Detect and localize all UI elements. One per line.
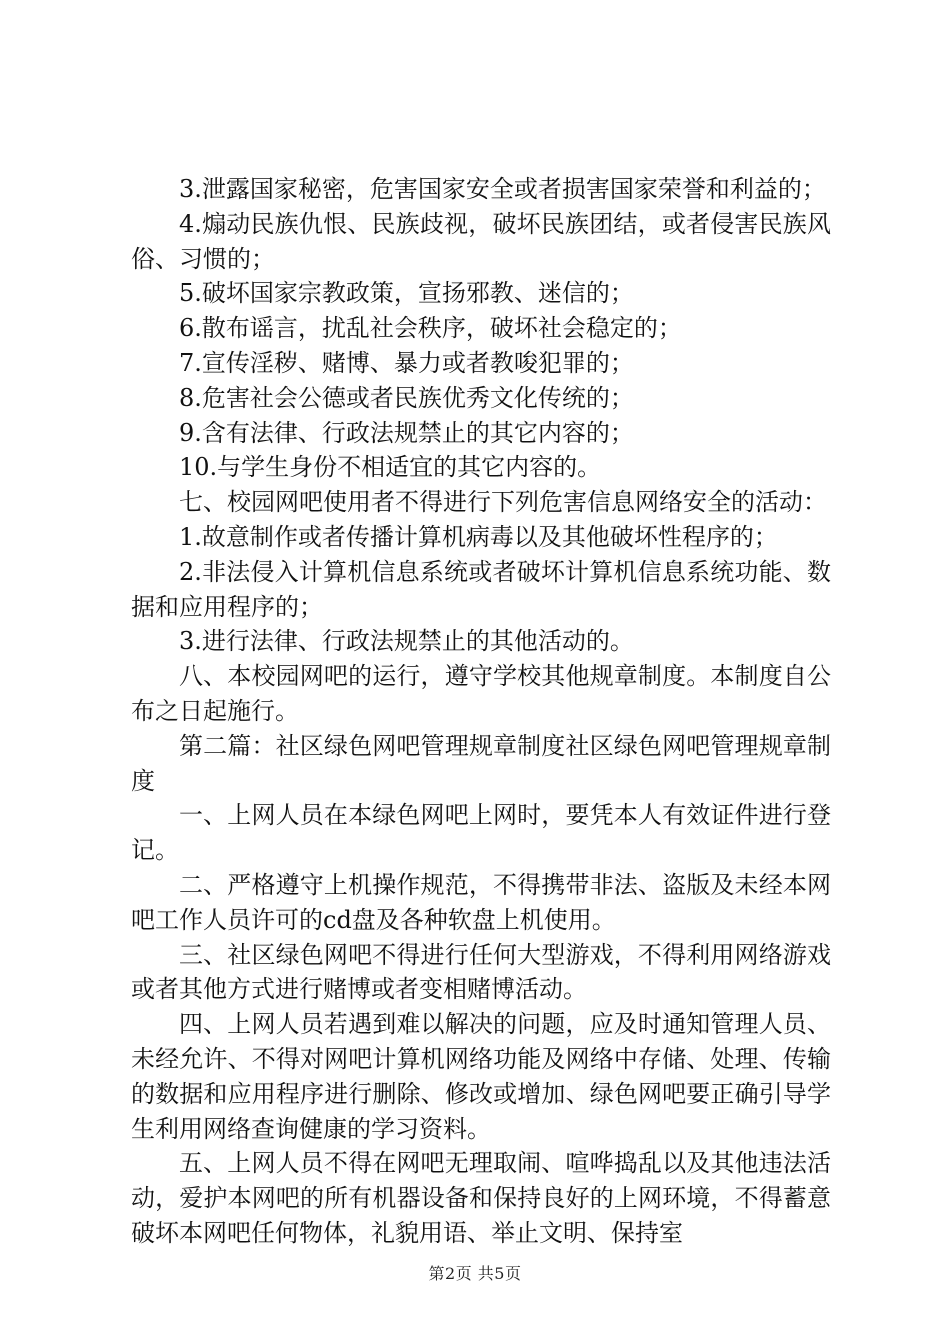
paragraph: 一、上网人员在本绿色网吧上网时，要凭本人有效证件进行登记。 (131, 801, 831, 865)
paragraph: 4.煽动民族仇恨、民族歧视，破坏民族团结，或者侵害民族风俗、习惯的； (131, 209, 831, 273)
paragraph: 7.宣传淫秽、赌博、暴力或者教唆犯罪的； (179, 348, 634, 377)
paragraph: 9.含有法律、行政法规禁止的其它内容的； (179, 418, 634, 447)
paragraph: 第二篇：社区绿色网吧管理规章制度社区绿色网吧管理规章制度 (131, 731, 831, 795)
paragraph: 七、校园网吧使用者不得进行下列危害信息网络安全的活动： (179, 488, 827, 517)
document-body (131, 172, 831, 1251)
paragraph: 8.危害社会公德或者民族优秀文化传统的； (179, 383, 634, 412)
page-number-footer: 第2页 共5页 (428, 1264, 522, 1283)
paragraph: 3.泄露国家秘密，危害国家安全或者损害国家荣誉和利益的； (179, 175, 826, 203)
paragraph: 3.进行法律、行政法规禁止的其他活动的。 (179, 627, 634, 656)
paragraph: 5.破坏国家宗教政策，宣扬邪教、迷信的； (179, 279, 634, 308)
paragraph: 八、本校园网吧的运行，遵守学校其他规章制度。本制度自公布之日起施行。 (131, 662, 831, 725)
paragraph: 四、上网人员若遇到难以解决的问题，应及时通知管理人员、未经允许、不得对网吧计算机网络功能及网络中存储、处理、传输的数据和应用程序进行删除、修改或增加、绿色网吧要正确引导学生利用网络查询健康的学习资料。 (131, 1010, 831, 1143)
paragraph: 6.散布谣言，扰乱社会秩序，破坏社会稳定的； (179, 314, 682, 343)
paragraph: 三、社区绿色网吧不得进行任何大型游戏，不得利用网络游戏或者其他方式进行赌博或者变相赌博活动。 (131, 940, 831, 1004)
paragraph: 2.非法侵入计算机信息系统或者破坏计算机信息系统功能、数据和应用程序的； (131, 557, 831, 621)
paragraph: 1.故意制作或者传播计算机病毒以及其他破坏性程序的； (179, 522, 778, 551)
paragraph: 二、严格遵守上机操作规范，不得携带非法、盗版及未经本网吧工作人员许可的cd盘及各种软盘上机使用。 (131, 870, 831, 934)
paragraph: 五、上网人员不得在网吧无理取闹、喧哗捣乱以及其他违法活动，爱护本网吧的所有机器设备和保持良好的上网环境，不得蓄意破坏本网吧任何物体，礼貌用语、举止文明、保持室 (131, 1149, 831, 1247)
paragraph: 10.与学生身份不相适宜的其它内容的。 (179, 453, 602, 482)
